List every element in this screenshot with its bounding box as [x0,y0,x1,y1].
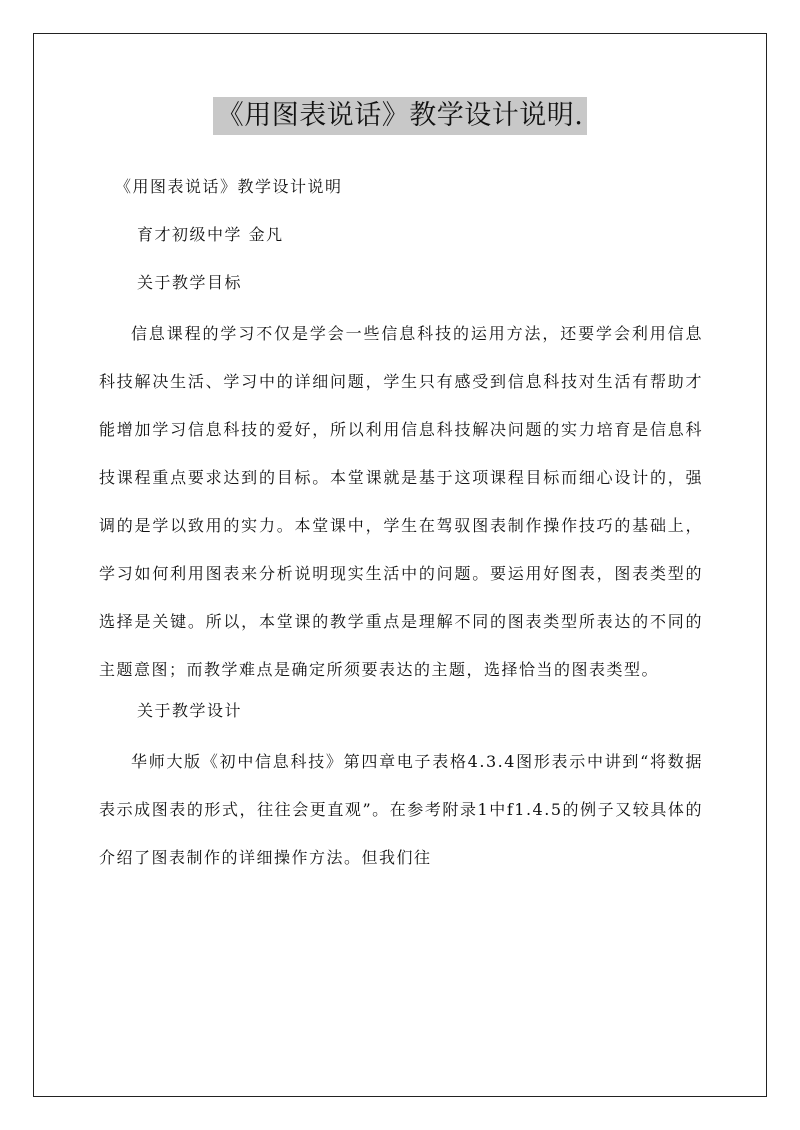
section-body-goals: 信息课程的学习不仅是学会一些信息科技的运用方法，还要学会利用信息科技解决生活、学习中的详细问题，学生只有感受到信息科技对生活有帮助才能增加学习信息科技的爱好，所以利用信息科技解决问题的实力培育是信息科技课程重点要求达到的目标。本堂课就是基于这项课程目标而细心设计的，强调的是学以致用的实力。本堂课中，学生在驾驭图表制作操作技巧的基础上，学习如何利用图表来分析说明现实生活中的问题。要运用好图表，图表类型的选择是关键。所以，本堂课的教学重点是理解不同的图表类型所表达的不同的主题意图；而教学难点是确定所须要表达的主题，选择恰当的图表类型。 [99,324,703,679]
document-title: 《用图表说话》教学设计说明. [213,97,588,135]
author-line: 育才初级中学 金凡 [137,225,284,244]
document-body [99,170,703,882]
section-heading-goals: 关于教学目标 [137,273,243,292]
title-container [0,97,800,135]
subtitle: 《用图表说话》教学设计说明 [115,177,343,196]
section-body-design: 华师大版《初中信息科技》第四章电子表格4.3.4图形表示中讲到“将数据表示成图表的形式，往往会更直观”。在参考附录1中f1.4.5的例子又较具体的介绍了图表制作的详细操作方法。但我们往 [99,752,703,867]
section-heading-design: 关于教学设计 [137,701,243,720]
